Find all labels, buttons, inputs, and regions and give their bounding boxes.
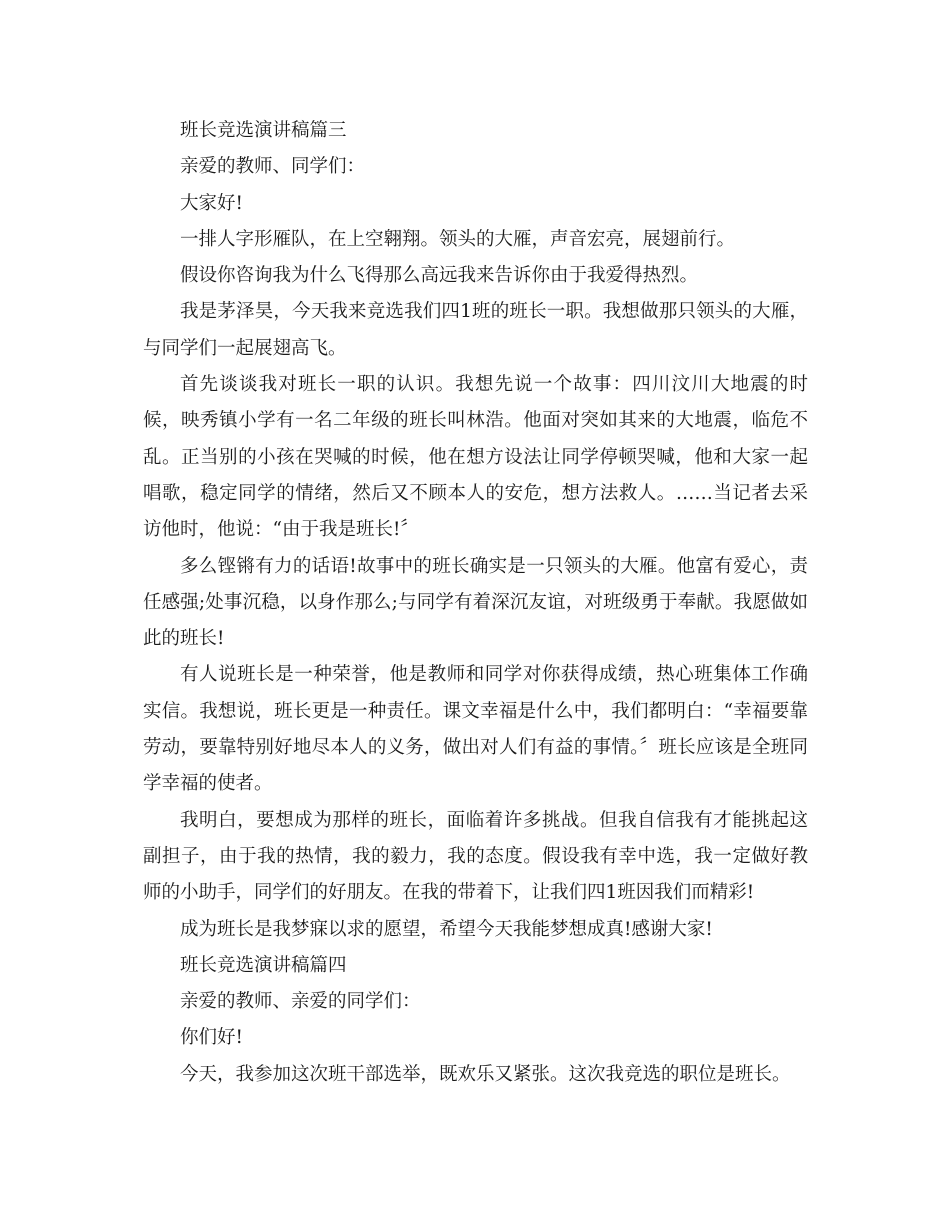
- section-heading: 班长竞选演讲稿篇三: [180, 120, 347, 141]
- greeting: 你们好!: [180, 1027, 243, 1049]
- salutation: 亲爱的教师、同学们：: [180, 156, 366, 178]
- document-body: [143, 113, 808, 1093]
- salutation: 亲爱的教师、亲爱的同学们：: [180, 991, 421, 1013]
- paragraph: 有人说班长是一种荣誉，他是教师和同学对你获得成绩，热心班集体工作确实信。我想说，班长更是一种责任。课文幸福是什么中，我们都明白：“幸福要靠劳动，要靠特别好地尽本人的义务，做出对人们有益的事情。〞班长应该是全班同学幸福的使者。: [143, 664, 808, 795]
- paragraph: 多么铿锵有力的话语!故事中的班长确实是一只领头的大雁。他富有爱心，责任感强;处事沉稳，以身作那么;与同学有着深沉友谊，对班级勇于奉献。我愿做如此的班长!: [143, 555, 808, 650]
- paragraph: 首先谈谈我对班长一职的认识。我想先说一个故事：四川汶川大地震的时候，映秀镇小学有一名二年级的班长叫林浩。他面对突如其来的大地震，临危不乱。正当别的小孩在哭喊的时候，他在想方设法让同学停顿哭喊，他和大家一起唱歌，稳定同学的情绪，然后又不顾本人的安危，想方法救人。……当记者去采访他时，他说：“由于我是班长!〞: [143, 374, 808, 541]
- paragraph: 一排人字形雁队，在上空翱翔。领头的大雁，声音宏亮，展翅前行。: [180, 228, 736, 250]
- paragraph: 我是茅泽昊，今天我来竞选我们四1班的班长一职。我想做那只领头的大雁，与同学们一起展翅高飞。: [143, 301, 808, 359]
- paragraph: 成为班长是我梦寐以求的愿望，希望今天我能梦想成真!感谢大家!: [180, 918, 713, 940]
- greeting: 大家好!: [180, 192, 243, 214]
- section-heading: 班长竞选演讲稿篇四: [180, 954, 347, 976]
- paragraph: 我明白，要想成为那样的班长，面临着许多挑战。但我自信我有才能挑起这副担子，由于我的热情，我的毅力，我的态度。假设我有幸中选，我一定做好教师的小助手，同学们的好朋友。在我的带着下，让我们四1班因我们而精彩!: [143, 809, 808, 904]
- paragraph: 今天，我参加这次班干部选举，既欢乐又紧张。这次我竞选的职位是班长。: [180, 1063, 791, 1085]
- paragraph: 假设你咨询我为什么飞得那么高远我来告诉你由于我爱得热烈。: [180, 265, 699, 287]
